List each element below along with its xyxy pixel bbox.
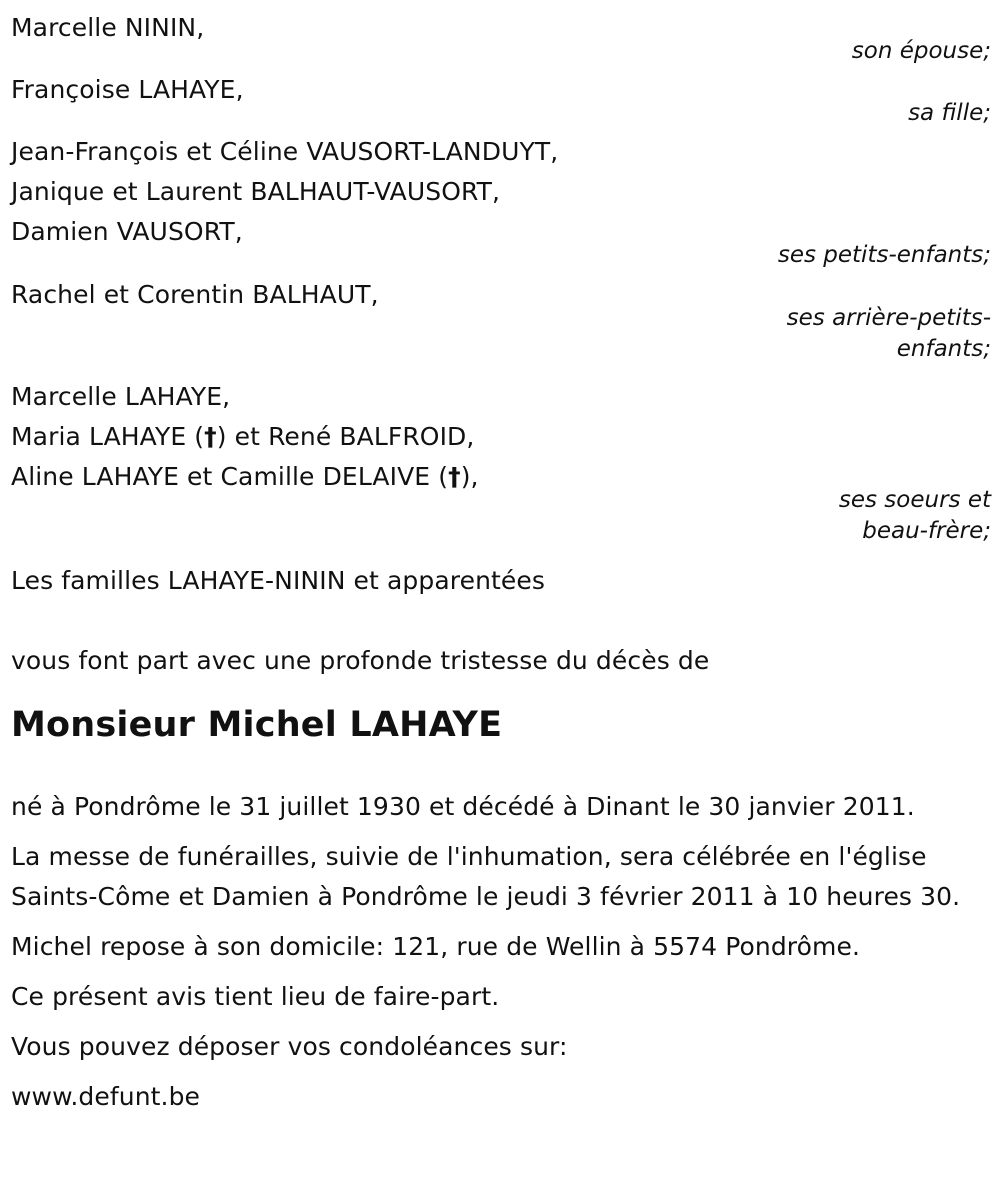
great-grandchildren-relation-cont: enfants;: [896, 336, 991, 362]
siblings-relation: ses soeurs et: [838, 487, 991, 513]
obituary-notice: [11, 8, 991, 1117]
cross-icon: †: [448, 462, 461, 491]
great-grandchildren-group: [11, 275, 991, 377]
daughter-name: Françoise LAHAYE,: [11, 75, 244, 104]
condolences-text: Vous pouvez déposer vos condoléances sur:: [11, 1032, 568, 1061]
great-grandchildren-relation: ses arrière-petits-: [786, 305, 991, 331]
sister-text: Aline LAHAYE et Camille DELAIVE (: [11, 462, 449, 491]
daughter-group: [11, 70, 991, 132]
notice-text: Ce présent avis tient lieu de faire-part.: [11, 982, 500, 1011]
daughter-relation: sa fille;: [908, 100, 991, 126]
announcement: vous font part avec une profonde tristesse du décès de: [11, 646, 710, 675]
funeral-text: La messe de funérailles, suivie de l'inhumation, sera célébrée en l'église Saints-Côme et Damien à Pondrôme le jeudi 3 février 2011 à 10 heures 30.: [11, 842, 961, 911]
sister-line: [11, 417, 991, 457]
siblings-group: [11, 377, 991, 561]
cross-icon: †: [204, 422, 217, 451]
grandchildren-relation: ses petits-enfants;: [777, 242, 991, 268]
grandchildren-group: [11, 132, 991, 275]
sister-line: Marcelle LAHAYE,: [11, 382, 231, 411]
rest-text: Michel repose à son domicile: 121, rue de Wellin à 5574 Pondrôme.: [11, 932, 860, 961]
grandchild-line: Janique et Laurent BALHAUT-VAUSORT,: [11, 177, 501, 206]
sister-text: ) et René BALFROID,: [216, 422, 475, 451]
website-link[interactable]: www.defunt.be: [11, 1082, 201, 1111]
families-line: Les familles LAHAYE-NININ et apparentées: [11, 566, 546, 595]
birth-death-text: né à Pondrôme le 31 juillet 1930 et décédé à Dinant le 30 janvier 2011.: [11, 792, 915, 821]
spouse-relation: son épouse;: [851, 38, 991, 64]
deceased-name: Monsieur Michel LAHAYE: [11, 705, 503, 745]
siblings-relation-cont: beau-frère;: [862, 518, 991, 544]
grandchild-line: Jean-François et Céline VAUSORT-LANDUYT,: [11, 137, 559, 166]
spouse-group: [11, 8, 991, 70]
grandchild-line: Damien VAUSORT,: [11, 217, 243, 246]
spouse-name: Marcelle NININ,: [11, 13, 205, 42]
sister-text: Maria LAHAYE (: [11, 422, 205, 451]
great-grandchildren-name: Rachel et Corentin BALHAUT,: [11, 280, 379, 309]
sister-text: ),: [460, 462, 479, 491]
